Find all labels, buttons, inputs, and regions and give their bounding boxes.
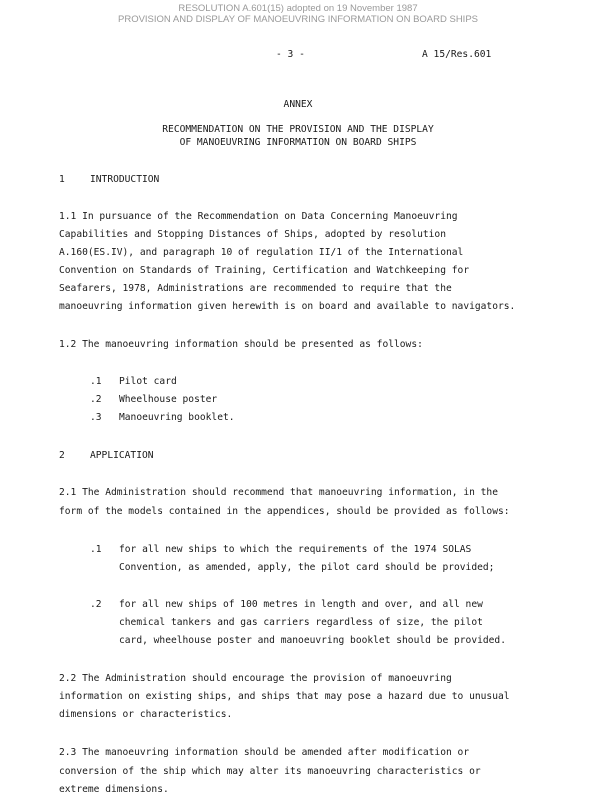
resolution-subheader: PROVISION AND DISPLAY OF MANOEUVRING INFORMATION ON BOARD SHIPS: [118, 14, 478, 25]
document-title-line2: OF MANOEUVRING INFORMATION ON BOARD SHIPS: [179, 137, 417, 148]
paragraph-line: extreme dimensions.: [59, 784, 169, 795]
list-item-line: for all new ships of 100 metres in length and over, and all new: [119, 599, 483, 610]
section-heading-introduction: INTRODUCTION: [90, 174, 160, 185]
paragraph-line: information on existing ships, and ships that may pose a hazard due to unusual: [59, 691, 510, 702]
paragraph-1-2: 1.2 The manoeuvring information should be presented as follows:: [59, 339, 423, 350]
list-item: Manoeuvring booklet.: [119, 412, 235, 423]
annex-label: ANNEX: [283, 99, 313, 110]
paragraph-line: 1.1 In pursuance of the Recommendation on Data Concerning Manoeuvring: [59, 211, 458, 222]
list-item-line: Convention, as amended, apply, the pilot card should be provided;: [119, 562, 495, 573]
paragraph-line: Convention on Standards of Training, Certification and Watchkeeping for: [59, 265, 470, 276]
list-item: Pilot card: [119, 376, 177, 387]
list-item-number: .1: [90, 544, 102, 555]
page-number: - 3 -: [276, 49, 305, 60]
list-item-number: .2: [90, 599, 102, 610]
paragraph-line: 2.1 The Administration should recommend that manoeuvring information, in the: [59, 487, 498, 498]
paragraph-line: conversion of the ship which may alter its manoeuvring characteristics or: [59, 766, 481, 777]
list-item-line: chemical tankers and gas carriers regardless of size, the pilot: [119, 617, 483, 628]
list-item-number: .3: [90, 412, 102, 423]
section-number: 2: [59, 450, 65, 461]
paragraph-line: form of the models contained in the appendices, should be provided as follows:: [59, 506, 510, 517]
paragraph-line: 2.3 The manoeuvring information should be amended after modification or: [59, 747, 470, 758]
paragraph-line: 2.2 The Administration should encourage the provision of manoeuvring: [59, 673, 452, 684]
document-reference: A 15/Res.601: [422, 49, 492, 60]
paragraph-line: dimensions or characteristics.: [59, 709, 233, 720]
resolution-header: RESOLUTION A.601(15) adopted on 19 November 1987: [178, 3, 418, 14]
paragraph-line: Seafarers, 1978, Administrations are recommended to require that the: [59, 283, 452, 294]
list-item-number: .1: [90, 376, 102, 387]
list-item: Wheelhouse poster: [119, 394, 218, 405]
section-number: 1: [59, 174, 65, 185]
document-title-line1: RECOMMENDATION ON THE PROVISION AND THE DISPLAY: [162, 124, 434, 135]
paragraph-line: manoeuvring information given herewith is on board and available to navigators.: [59, 301, 516, 312]
list-item-number: .2: [90, 394, 102, 405]
paragraph-line: Capabilities and Stopping Distances of Ships, adopted by resolution: [59, 229, 446, 240]
section-heading-application: APPLICATION: [90, 450, 154, 461]
list-item-line: card, wheelhouse poster and manoeuvring booklet should be provided.: [119, 635, 506, 646]
paragraph-line: A.160(ES.IV), and paragraph 10 of regulation II/1 of the International: [59, 247, 464, 258]
list-item-line: for all new ships to which the requirements of the 1974 SOLAS: [119, 544, 472, 555]
